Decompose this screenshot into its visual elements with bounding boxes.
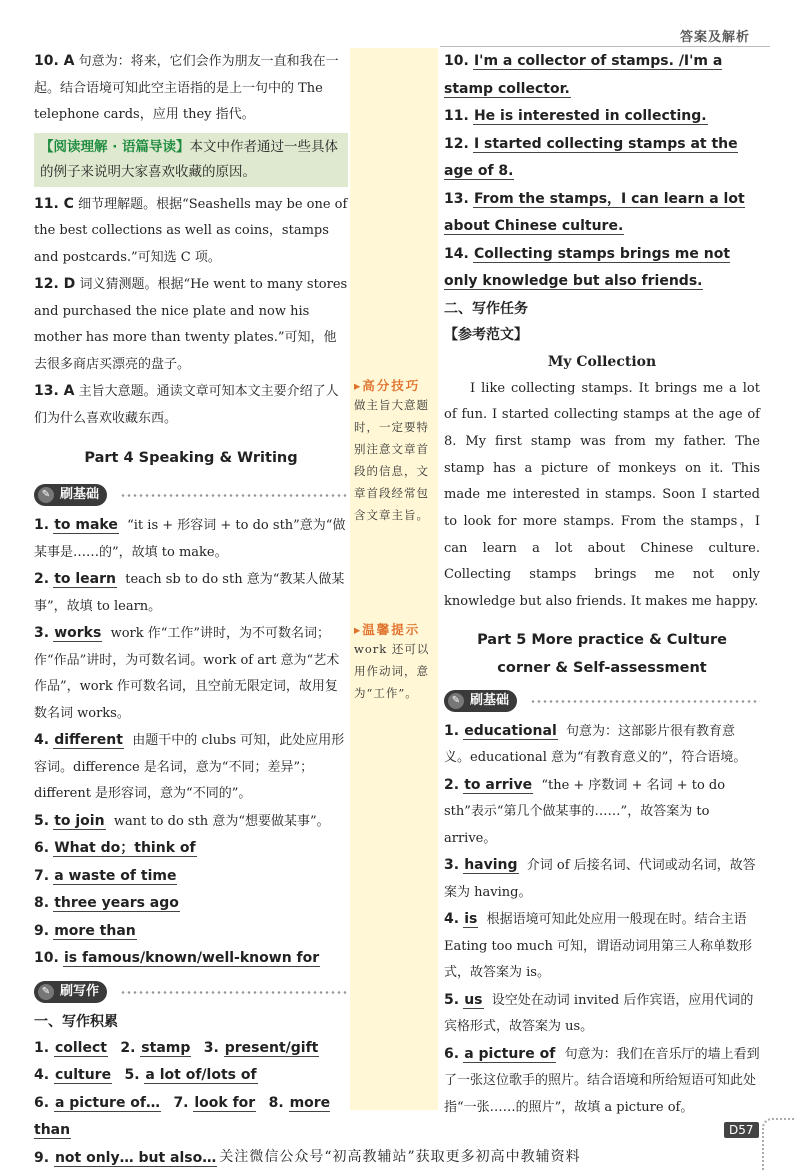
basic-item-7: 7. a waste of time: [34, 867, 177, 884]
practice-item-5: 5. us 设空处在动词 invited 后作宾语，应用代词的宾格形式，故答案为 us。: [444, 991, 754, 1035]
basic-item-8: 8. three years ago: [34, 895, 179, 911]
badge-basic-row: [34, 484, 348, 510]
right-column: [444, 48, 760, 1121]
arrow-icon: ▸: [354, 622, 363, 637]
badge-basic: ✎ 刷基础: [444, 690, 517, 712]
basic-item-1: 1. to make “it is + 形容词 + to do sth”意为“做某事是……的”，故填 to make。: [34, 517, 346, 560]
tip-reminder-heading: 温馨提示: [362, 622, 421, 637]
writing-answer-11: 11. He is interested in collecting.: [444, 108, 707, 124]
practice-item-1: 1. educational 句意为：这部影片很有教育意义。educational 意为“有教育意义的”，符合语境。: [444, 722, 747, 766]
tip-reminder-body: work 还可以用作动词，意为“工作”。: [354, 642, 430, 700]
reference-essay-heading: 【参考范文】: [444, 326, 528, 343]
tips-column: [350, 48, 438, 1110]
arrow-icon: ▸: [354, 378, 363, 393]
practice-item-2: 2. to arrive “the + 序数词 + 名词 + to do sth”表示“第几个做某事的……”，故答案为 to arrive。: [444, 776, 726, 846]
writing-line-4: 9. not only… but also…: [34, 1149, 217, 1166]
tip-high-score-body: 做主旨大意题时，一定要特别注意文章首段的信息，文章首段经常包含文章主旨。: [354, 398, 429, 522]
reading-guide-box: [34, 133, 348, 187]
basic-item-9: 9. more than: [34, 922, 136, 939]
practice-item-4: 4. is 根据语境可知此处应用一般现在时。结合主语 Eating too much 可知，谓语动词用第三人称单数形式，故答案为 is。: [444, 911, 752, 981]
basic-item-6: 6. What do；think of: [34, 840, 196, 856]
answer-q12: 12. D 词义猜测题。根据“He went to many stores and purchased the nice plate and now his mother has more than twenty plates.”可知，他去很多商店买漂亮的盘子。: [34, 276, 348, 372]
pencil-icon: ✎: [38, 487, 54, 503]
tip-high-score-heading: 高分技巧: [362, 378, 421, 393]
answer-q10: 10. A 句意为：将来，它们会作为朋友一直和我在一起。结合语境可知此空主语指的是上一句中的 The telephone cards，应用 they 指代。: [34, 53, 339, 122]
header-divider: [440, 46, 770, 47]
part5-title-line2: corner & Self-assessment: [497, 659, 707, 676]
pencil-icon: ✎: [448, 693, 464, 709]
left-column: [34, 48, 348, 1172]
essay-title: My Collection: [547, 353, 657, 370]
part5-title-line1: Part 5 More practice & Culture: [477, 631, 727, 648]
answer-q13: 13. A 主旨大意题。通读文章可知本文主要介绍了人们为什么喜欢收藏东西。: [34, 383, 339, 426]
basic-item-3: 3. works work 作“工作”讲时，为不可数名词；作“作品”讲时，为可数名词。work of art 意为“艺术作品”，work 作可数名词，且空前无限定词，故用复数名词 works。: [34, 625, 340, 721]
practice-item-6: 6. a picture of 句意为：我们在音乐厅的墙上看到了一张这位歌手的照片。结合语境和所给短语可知此处指“一张……的照片”，故填 a picture of。: [444, 1045, 760, 1115]
pencil-icon: ✎: [38, 984, 54, 1000]
writing-answer-12: 12. I started collecting stamps at the age of 8.: [444, 135, 738, 179]
basic-item-2: 2. to learn teach sb to do sth 意为“教某人做某事”，故填 to learn。: [34, 571, 345, 614]
dotted-divider: [530, 700, 760, 703]
part4-title: Part 4 Speaking & Writing: [84, 450, 298, 466]
writing-line-3: 6. a picture of… 7. look for 8. more than: [34, 1094, 331, 1138]
answer-q11: 11. C 细节理解题。根据“Seashells may be one of the best collections as well as coins，stamps and postcards.”可知选 C 项。: [34, 195, 348, 265]
reading-guide-label: 【阅读理解 · 语篇导读】: [40, 138, 190, 155]
badge-basic: ✎ 刷基础: [34, 484, 107, 506]
dotted-divider: [120, 991, 348, 994]
basic-item-10: 10. is famous/known/well-known for: [34, 950, 320, 966]
dotted-divider: [120, 494, 348, 497]
header-title: 答案及解析: [680, 30, 751, 45]
badge-basic-row-right: [444, 690, 760, 716]
writing-answer-13: 13. From the stamps，I can learn a lot about Chinese culture.: [444, 190, 745, 234]
writing-task-heading: 二、写作任务: [444, 300, 528, 317]
badge-writing: ✎ 刷写作: [34, 981, 107, 1003]
tip-reminder: [354, 620, 436, 704]
writing-answer-10: 10. I'm a collector of stamps. /I'm a stamp collector.: [444, 53, 723, 97]
essay-body: I like collecting stamps. It brings me a lot of fun. I started collecting stamps at the age of 8. My first stamp was from my father. The stamp has a picture of monkeys on it. This made me interested in stamps. Soon I started to look for more stamps. From the stamps，I can learn a lot about Chinese culture. Collecting stamps brings me not only knowledge but also friends. It makes me happy.: [444, 380, 760, 610]
basic-item-4: 4. different 由题干中的 clubs 可知，此处应用形容词。difference 是名词，意为“不同；差异”；different 是形容词，意为“不同的”。: [34, 732, 345, 801]
writing-line-2: 4. culture 5. a lot of/lots of: [34, 1067, 257, 1083]
writing-accumulation-heading: 一、写作积累: [34, 1013, 118, 1030]
badge-writing-row: [34, 981, 348, 1007]
practice-item-3: 3. having 介词 of 后接名词、代词或动名词，故答案为 having。: [444, 857, 756, 900]
reading-guide-text: 本文中作者通过一些具体的例子来说明大家喜欢收藏的原因。: [40, 138, 339, 180]
footer-note: 关注微信公众号“初高教辅站”获取更多初高中教辅资料: [219, 1149, 581, 1165]
basic-item-5: 5. to join want to do sth 意为“想要做某事”。: [34, 812, 330, 829]
page-number: D57: [724, 1122, 759, 1138]
writing-line-1: 1. collect 2. stamp 3. present/gift: [34, 1039, 319, 1056]
tip-high-score: [354, 376, 436, 526]
writing-answer-14: 14. Collecting stamps brings me not only knowledge but also friends.: [444, 245, 731, 289]
